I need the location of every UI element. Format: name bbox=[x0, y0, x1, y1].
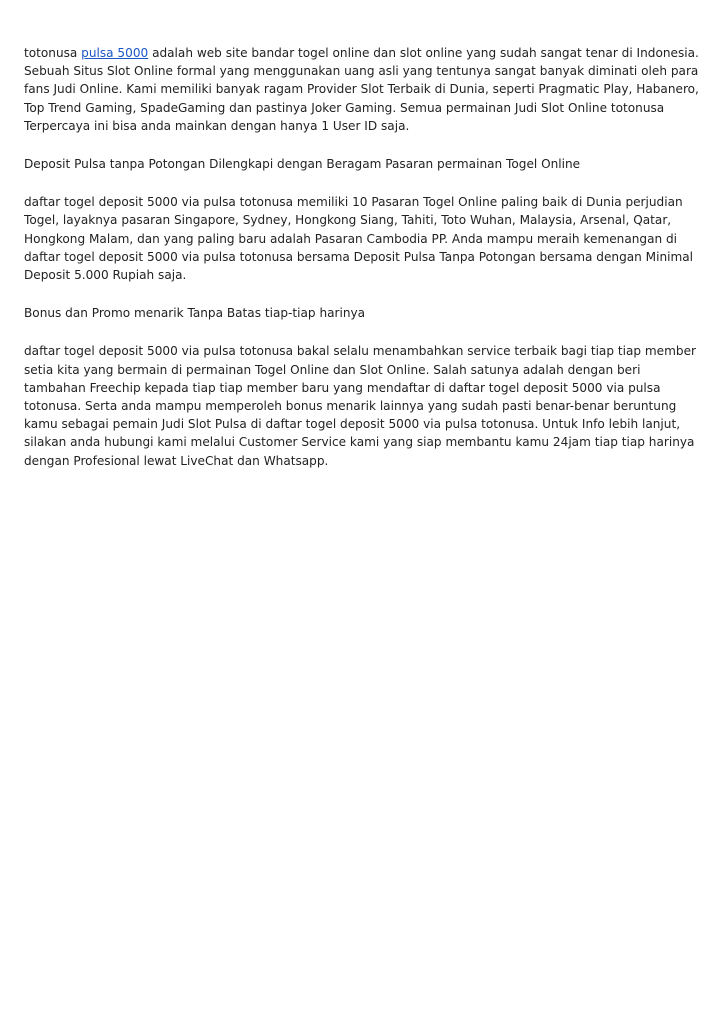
section-heading-deposit: Deposit Pulsa tanpa Potongan Dilengkapi dengan Beragam Pasaran permainan Togel Online bbox=[24, 157, 581, 172]
pasaran-paragraph: daftar togel deposit 5000 via pulsa totonusa memiliki 10 Pasaran Togel Online paling baik di Dunia perjudian Togel, layaknya pasaran Singapore, Sydney, Hongkong Siang, Tahiti, Toto Wuhan, Malaysia, Arsenal, Qatar, Hongkong Malam, dan yang paling baru adalah Pasaran Cambodia PP. Anda mampu meraih kemenangan di daftar togel deposit 5000 via pulsa totonusa bersama Deposit Pulsa Tanpa Potongan bersama dengan Minimal Deposit 5.000 Rupiah saja. bbox=[24, 195, 694, 283]
pulsa-5000-link[interactable]: pulsa 5000 bbox=[81, 46, 149, 60]
intro-paragraph bbox=[24, 44, 700, 135]
document-body bbox=[24, 44, 700, 490]
intro-suffix: adalah web site bandar togel online dan slot online yang sudah sangat tenar di Indonesia. Sebuah Situs Slot Online formal yang menggunakan uang asli yang tentunya sangat banyak diminati oleh para fans Judi Online. Kami memiliki banyak ragam Provider Slot Terbaik di Dunia, seperti Pragmatic Play, Habanero, Top Trend Gaming, SpadeGaming dan pastinya Joker Gaming. Semua permainan Judi Slot Online totonusa Terpercaya ini bisa anda mainkan dengan hanya 1 User ID saja. bbox=[24, 46, 699, 133]
bonus-paragraph: daftar togel deposit 5000 via pulsa totonusa bakal selalu menambahkan service terbaik bagi tiap tiap member setia kita yang bermain di permainan Togel Online dan Slot Online. Salah satunya adalah dengan beri tambahan Freechip kepada tiap tiap member baru yang mendaftar di daftar togel deposit 5000 via pulsa totonusa. Serta anda mampu memperoleh bonus menarik lainnya yang sudah pasti benar-benar beruntung kamu sebagai pemain Judi Slot Pulsa di daftar togel deposit 5000 via pulsa totonusa. Untuk Info lebih lanjut, silakan anda hubungi kami melalui Customer Service kami yang siap membantu kamu 24jam tiap tiap harinya dengan Profesional lewat LiveChat dan Whatsapp. bbox=[24, 344, 696, 468]
intro-prefix: totonusa bbox=[24, 46, 82, 60]
section-heading-bonus: Bonus dan Promo menarik Tanpa Batas tiap-tiap harinya bbox=[24, 306, 366, 321]
